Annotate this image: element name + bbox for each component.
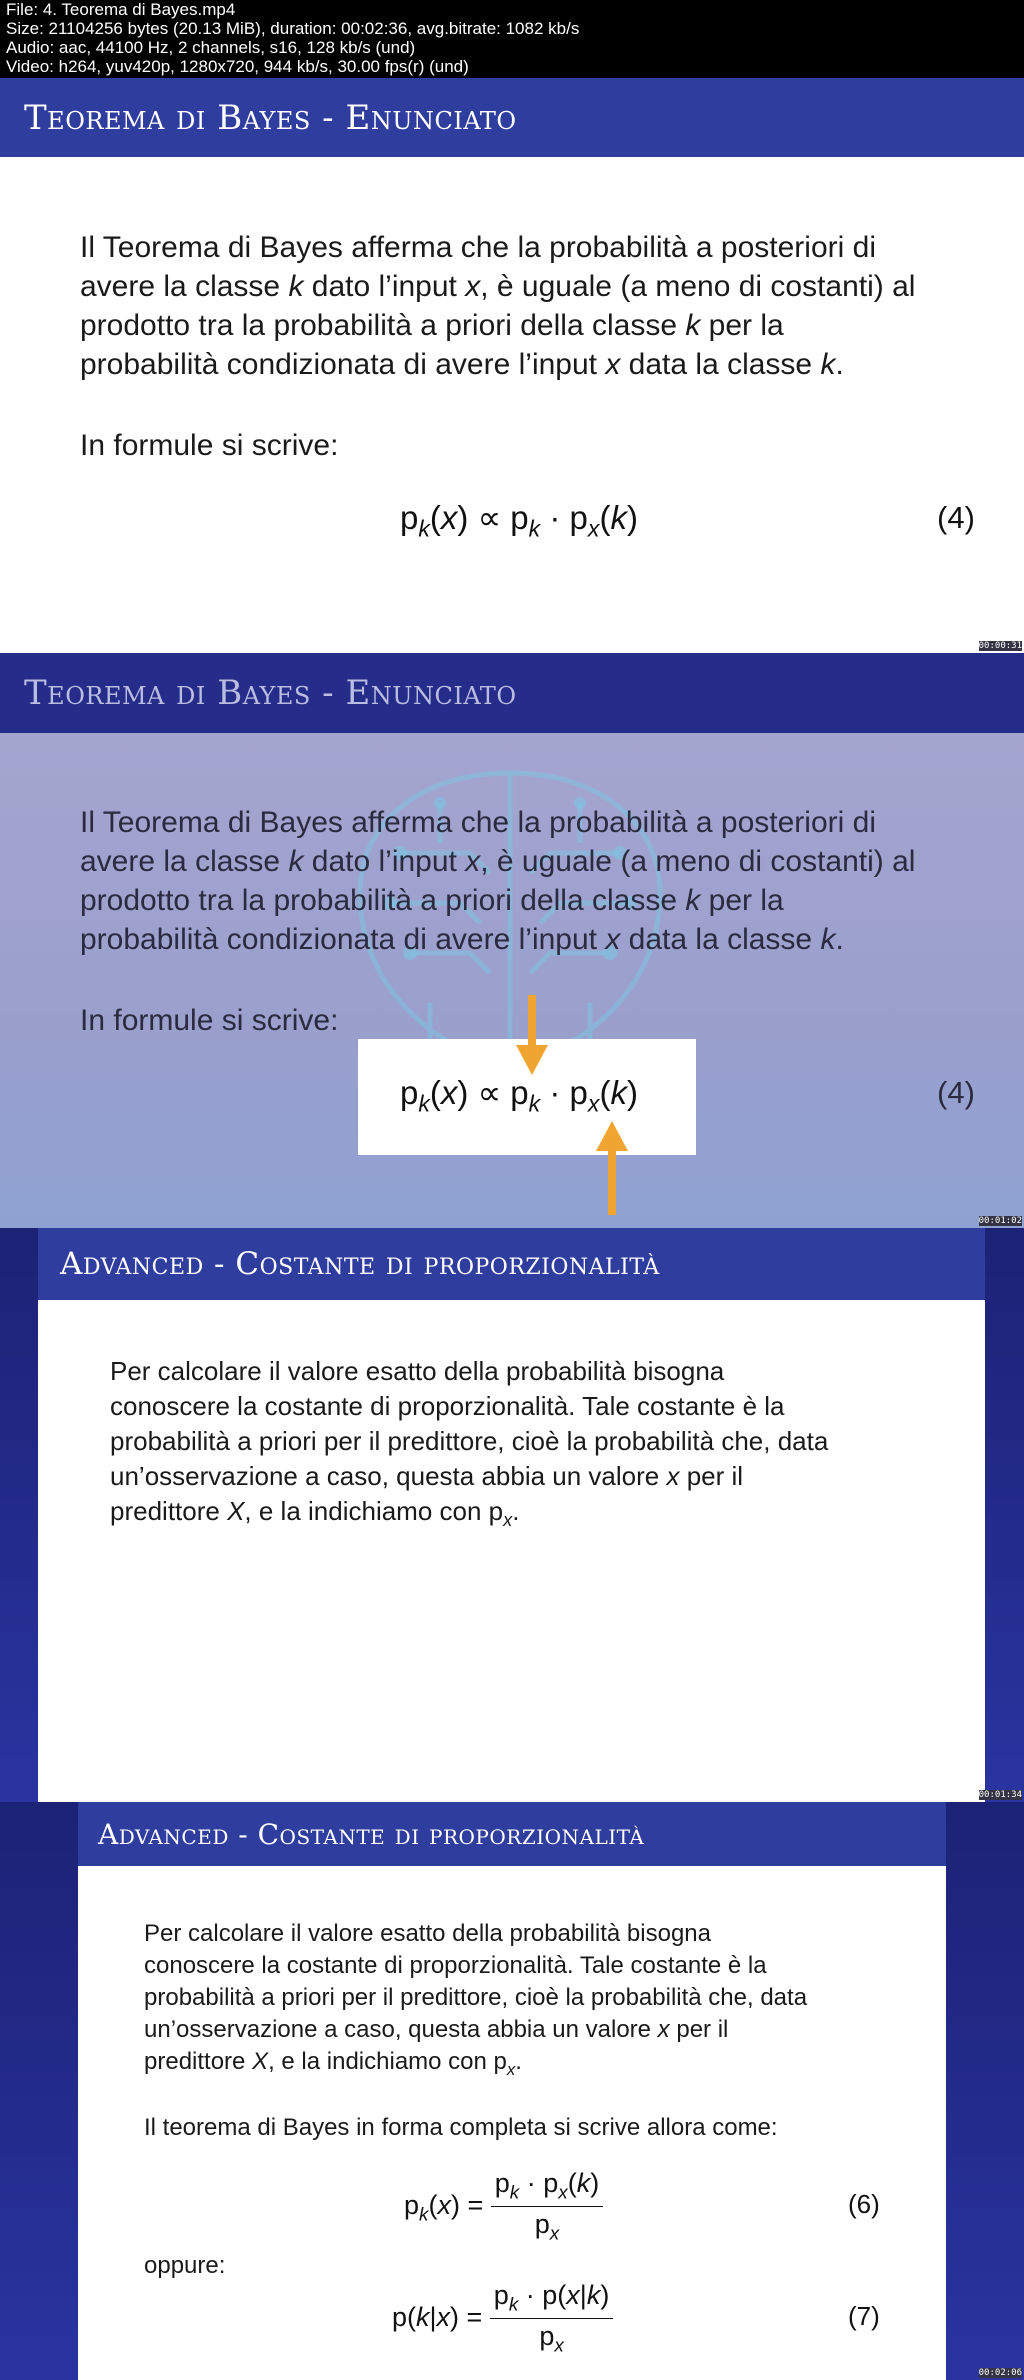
video-frame-1 — [0, 78, 1024, 653]
equation-number-6: (6) — [848, 2189, 880, 2219]
equation-4: $p_k(x) \propto p_k \cdot p_x(k)$ — [400, 499, 638, 542]
file-info-line-4: Video: h264, yuv420p, 1280x720, 944 kb/s, 30.00 fps(r) (und) — [6, 57, 469, 76]
side-decoration-right — [985, 1228, 1024, 1802]
video-frame-3 — [0, 1228, 1024, 1802]
equation-6: $p_k(x)$ = $\frac{p_k \cdot p_x(k)}{p_x}$ — [404, 2168, 603, 2246]
formula-intro: In formule si scrive: — [80, 429, 339, 462]
oppure-label: oppure: — [144, 2252, 226, 2279]
up-arrow-icon — [594, 1119, 630, 1215]
timestamp: 00:00:31 — [978, 641, 1022, 651]
file-info-header — [0, 0, 1024, 78]
down-arrow-icon — [514, 995, 550, 1077]
slide-title-bar — [78, 1802, 946, 1866]
file-info-line-3: Audio: aac, 44100 Hz, 2 channels, s16, 128 kb/s (und) — [6, 38, 416, 57]
complete-form-intro: Il teorema di Bayes in forma completa si scrive allora come: — [144, 2114, 778, 2141]
slide-title-bar — [0, 78, 1024, 157]
slide-paragraph: Per calcolare il valore esatto della probabilità bisogna conoscere la costante di proporzionalità. Tale costante è la probabilità a priori per il predittore, cioè la probabilità che, data un’osservazione a caso, questa abbia un valore x per il predittore X, e la indichiamo con $p_x$. — [110, 1356, 829, 1531]
slide-paragraph: Per calcolare il valore esatto della probabilità bisogna conoscere la costante di proporzionalità. Tale costante è la probabilità a priori per il predittore, cioè la probabilità che, data un’osservazione a caso, questa abbia un valore x per il predittore X, e la indichiamo con $p_x$. — [144, 1920, 808, 2079]
slide-title-bar — [0, 653, 1024, 733]
slide-title: Advanced - Costante di proporzionalità — [98, 1818, 645, 1851]
timestamp: 00:01:02 — [978, 1216, 1022, 1226]
side-decoration-right — [946, 1802, 1024, 2380]
slide-title: Advanced - Costante di proporzionalità — [60, 1246, 660, 1282]
equation-number-4: (4) — [937, 500, 975, 535]
equation-7: p(k|x) = $\frac{p_k \cdot p(x|k)}{p_x}$ — [392, 2280, 613, 2358]
slide-paragraph: Il Teorema di Bayes afferma che la probabilità a posteriori di avere la classe k dato l’input x, è uguale (a meno di costanti) al prodotto tra la probabilità a priori della classe k per la probabilità condizionata di avere l’input x data la classe k. — [80, 231, 916, 381]
file-info-line-1: File: 4. Teorema di Bayes.mp4 — [6, 0, 236, 19]
file-info-line-2: Size: 21104256 bytes (20.13 MiB), duration: 00:02:36, avg.bitrate: 1082 kb/s — [6, 19, 580, 38]
slide-title: Teorema di Bayes - Enunciato — [24, 98, 517, 138]
slide-paragraph: Il Teorema di Bayes afferma che la probabilità a posteriori di avere la classe k dato l’input x, è uguale (a meno di costanti) al prodotto tra la probabilità a priori della classe k per la probabilità condizionata di avere l’input x data la classe k. — [80, 806, 916, 956]
timestamp: 00:02:06 — [978, 2368, 1022, 2378]
formula-intro: In formule si scrive: — [80, 1004, 339, 1037]
slide-title-bar — [38, 1228, 985, 1300]
equation-number-7: (7) — [848, 2301, 880, 2331]
video-frame-2 — [0, 653, 1024, 1228]
timestamp: 00:01:34 — [978, 1790, 1022, 1800]
equation-4: $p_k(x) \propto p_k \cdot p_x(k)$ — [400, 1074, 638, 1117]
side-decoration-left — [0, 1802, 78, 2380]
video-frame-4 — [0, 1802, 1024, 2380]
equation-number-4: (4) — [937, 1075, 975, 1110]
side-decoration-left — [0, 1228, 38, 1802]
slide-title: Teorema di Bayes - Enunciato — [24, 673, 517, 713]
